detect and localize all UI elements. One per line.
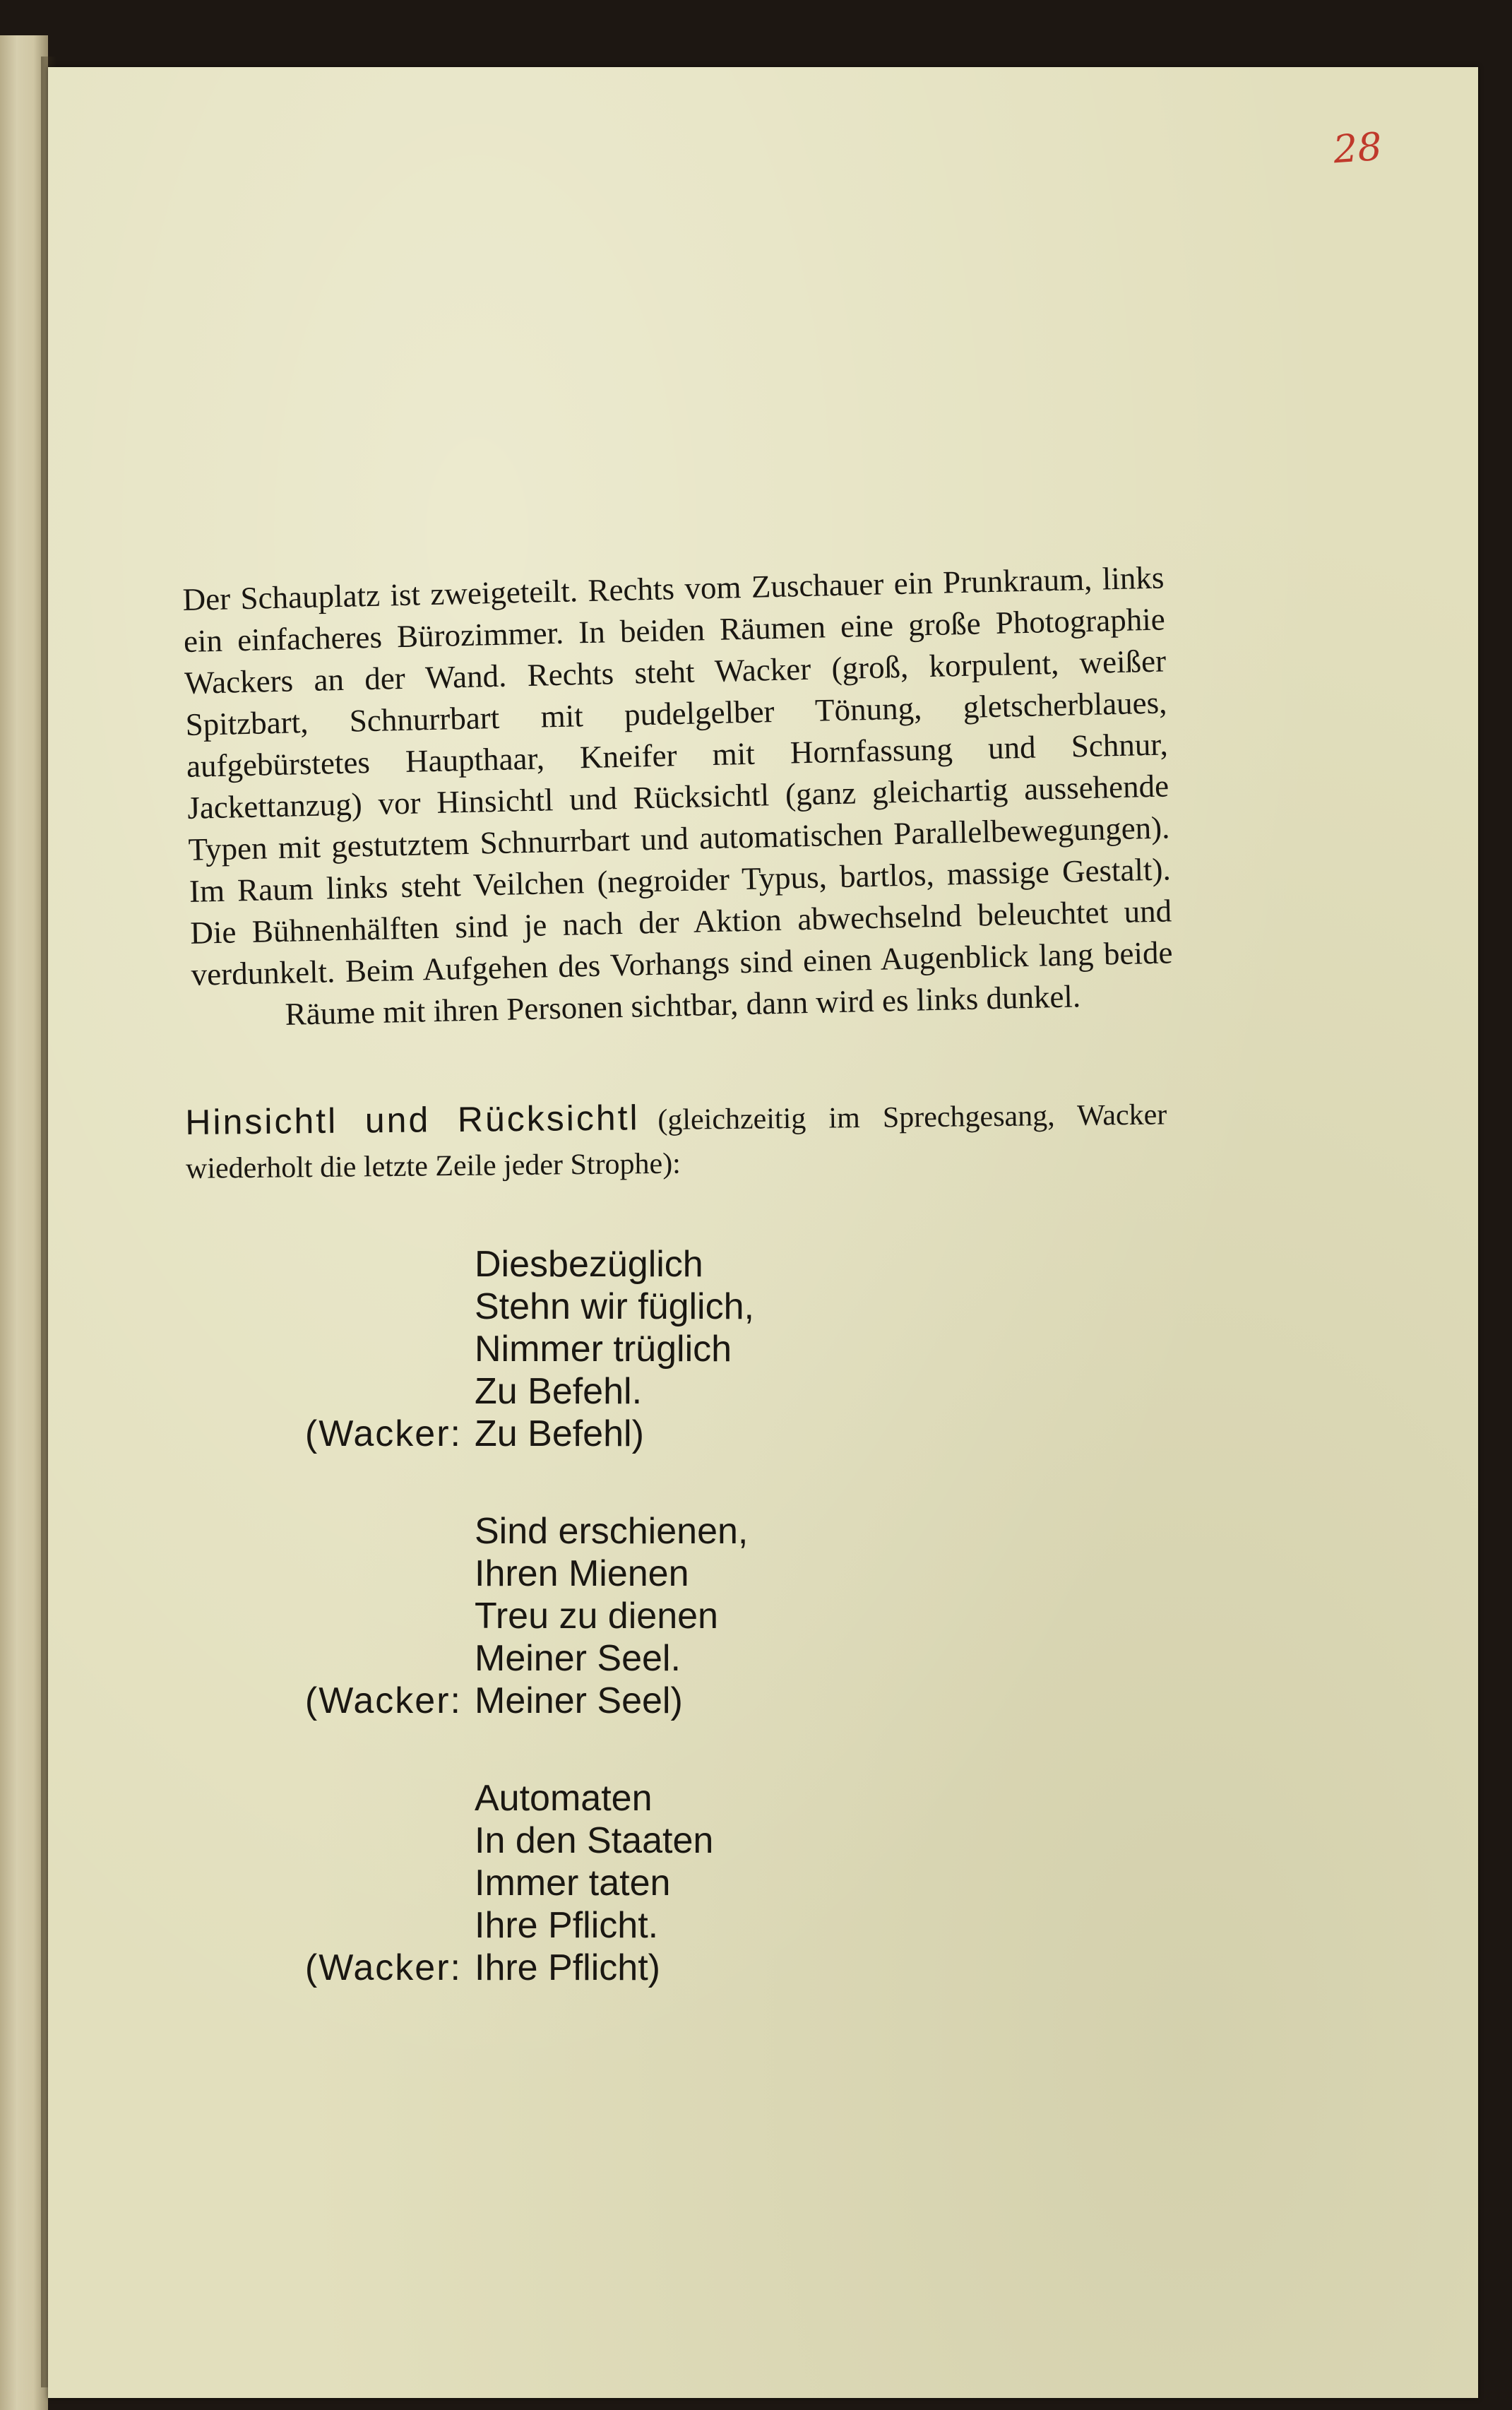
- echo-line: [268, 1680, 1045, 1722]
- verse: [268, 1243, 1045, 2044]
- verse-line-text: In den Staaten: [475, 1820, 714, 1861]
- verse-line: [268, 1820, 1045, 1862]
- verse-line-text: Zu Befehl.: [475, 1371, 643, 1412]
- echo-speaker: (Wacker:: [304, 1413, 462, 1454]
- verse-line-text: Automaten: [475, 1778, 653, 1819]
- stanza-3: [268, 1777, 1045, 1989]
- verse-line: [268, 1595, 1045, 1637]
- verse-line: [268, 1777, 1045, 1820]
- verse-line: [268, 1553, 1045, 1595]
- speaker-names: Hinsichtl und Rücksichtl: [185, 1098, 640, 1142]
- verse-line: [268, 1328, 1045, 1370]
- page: [48, 67, 1478, 2398]
- verse-line-text: Nimmer trüglich: [475, 1329, 732, 1370]
- verse-line-text: Ihren Mienen: [475, 1553, 689, 1594]
- verse-line: [268, 1510, 1045, 1553]
- verse-line-text: Stehn wir füglich,: [475, 1286, 754, 1327]
- speaker-note: (gleichzeitig im Sprechgesang, Wacker wiederholt die letzte Zeile jeder Strophe):: [185, 1098, 1167, 1185]
- verse-line-text: Diesbezüglich: [475, 1244, 703, 1285]
- verse-line: [268, 1862, 1045, 1904]
- page-number: 28: [1331, 124, 1383, 172]
- verse-line: [268, 1904, 1045, 1947]
- echo-line: [268, 1413, 1045, 1455]
- verse-line: [268, 1243, 1045, 1286]
- echo-text: Zu Befehl): [475, 1413, 644, 1454]
- stage-direction-paragraph: Der Schauplatz ist zweigeteilt. Rechts vom Zuschauer ein Prunkraum, links ein einfacheres Bürozimmer. In beiden Räumen eine große Photographie Wackers an der Wand. Rechts steht Wacker (groß, korpulent, weißer Spitzbart, Schnurrbart mit pudelgelber Tönung, gletscherblaues, aufgebürstetes Haupthaar, Kneifer mit Hornfassung und Schnur, Jackettanzug) vor Hinsichtl und Rücksichtl (ganz gleichartig aussehende Typen mit gestutztem Schnurrbart und automatischen Parallelbewegungen). Im Raum links steht Veilchen (negroider Typus, bartlos, massige Gestalt). Die Bühnenhälften sind je nach der Aktion abwechselnd beleuchtet und verdunkelt. Beim Aufgehen des Vorhangs sind einen Augenblick lang beide Räume mit ihren Personen sichtbar, dann wird es links dunkel.: [182, 559, 1173, 1032]
- verse-line-text: Treu zu dienen: [475, 1596, 718, 1637]
- verse-line: [268, 1637, 1045, 1680]
- verse-line: [268, 1370, 1045, 1413]
- speaker-heading: [185, 1091, 1167, 1191]
- verse-line-text: Ihre Pflicht.: [475, 1905, 659, 1946]
- echo-speaker: (Wacker:: [304, 1947, 462, 1988]
- verse-line-text: Sind erschienen,: [475, 1511, 749, 1552]
- stanza-1: [268, 1243, 1045, 1455]
- verse-line: [268, 1286, 1045, 1328]
- echo-text: Meiner Seel): [475, 1680, 683, 1721]
- verse-line-text: Meiner Seel.: [475, 1638, 681, 1679]
- echo-speaker: (Wacker:: [304, 1680, 462, 1721]
- echo-text: Ihre Pflicht): [475, 1947, 660, 1988]
- stanza-2: [268, 1510, 1045, 1722]
- verse-line-text: Immer taten: [475, 1863, 671, 1904]
- echo-line: [268, 1947, 1045, 1989]
